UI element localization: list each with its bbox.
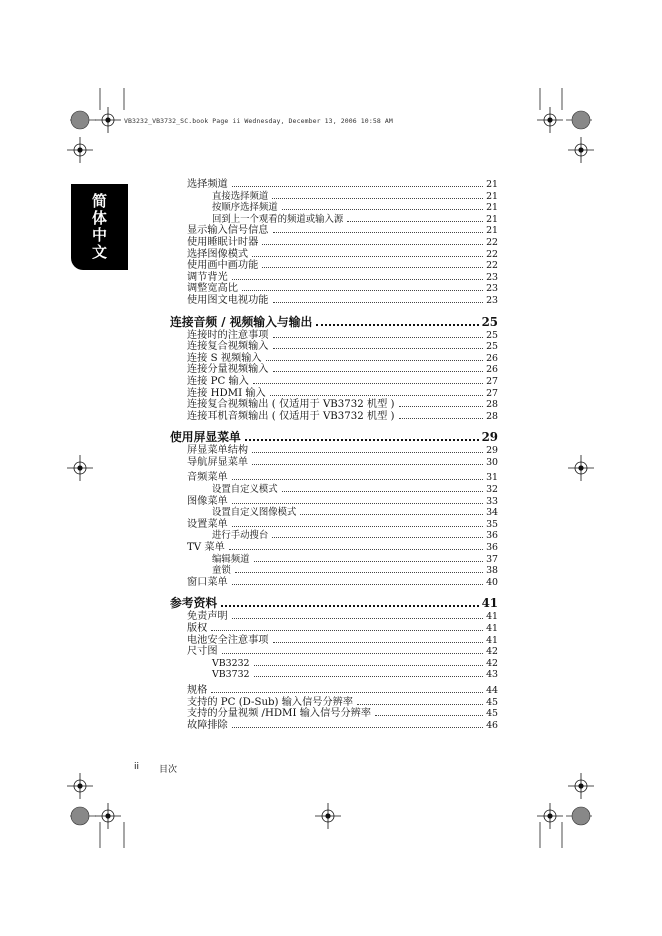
toc-entry-title: 设置菜单 bbox=[187, 518, 228, 530]
toc-entry-title: 窗口菜单 bbox=[187, 576, 228, 588]
toc-entry-page: 23 bbox=[486, 283, 498, 295]
toc-entry-page: 45 bbox=[486, 708, 498, 720]
toc-entry-page: 26 bbox=[486, 352, 498, 364]
toc-entry-title: 故障排除 bbox=[187, 719, 228, 731]
toc-entry-title: 连接 S 视频输入 bbox=[187, 352, 262, 364]
toc-entry-page: 27 bbox=[486, 375, 498, 387]
language-tab-label: 简体中文 bbox=[90, 193, 108, 261]
toc-entry-title: 尺寸图 bbox=[187, 646, 218, 658]
toc-entry-title: 直接选择频道 bbox=[212, 190, 269, 202]
toc-entry-title: 连接复合视频输出 ( 仅适用于 VB3732 机型 ) bbox=[187, 399, 395, 411]
toc-entry-page: 41 bbox=[481, 596, 498, 611]
toc-entry-title: 选择图像模式 bbox=[187, 248, 249, 260]
print-header: VB3232_VB3732_SC.book Page ii Wednesday, December 13, 2006 10:58 AM bbox=[124, 117, 393, 125]
crosshair-mark bbox=[568, 137, 594, 163]
toc-entry-page: 25 bbox=[486, 341, 498, 353]
crosshair-mark bbox=[537, 803, 563, 829]
toc-entry-page: 25 bbox=[486, 329, 498, 341]
toc-entry-page: 44 bbox=[486, 684, 498, 696]
toc-entry-title: 连接分量视频输入 bbox=[187, 364, 269, 376]
toc-entry-title: 版权 bbox=[187, 623, 208, 634]
toc-entry-page: 21 bbox=[486, 179, 498, 190]
toc-entry-title: 规格 bbox=[187, 684, 208, 696]
toc-entry-page: 46 bbox=[486, 719, 498, 731]
crosshair-mark bbox=[568, 455, 594, 481]
crosshair-mark bbox=[67, 137, 93, 163]
toc-entry-page: 37 bbox=[486, 553, 498, 565]
toc-entry-title: 支持的分量视频 /HDMI 输入信号分辨率 bbox=[187, 708, 372, 720]
footer-section-label: 目次 bbox=[159, 765, 178, 775]
toc-entry-title: 使用图文电视功能 bbox=[187, 294, 269, 306]
toc-entry-page: 23 bbox=[486, 294, 498, 306]
toc-entry-page: 29 bbox=[481, 430, 498, 445]
toc-entry-title: 使用睡眠计时器 bbox=[187, 236, 259, 248]
crosshair-mark bbox=[95, 803, 121, 829]
toc-entry-title: 童锁 bbox=[212, 565, 231, 577]
toc-entry-title: 参考资料 bbox=[170, 596, 218, 611]
toc-entry-page: 41 bbox=[486, 634, 498, 646]
footer-page-number: ii bbox=[134, 762, 140, 772]
toc-entry-page: 29 bbox=[486, 445, 498, 457]
toc-entry-title: 使用屏显菜单 bbox=[170, 430, 241, 445]
toc-entry-page: 42 bbox=[486, 646, 498, 658]
crosshair-mark bbox=[568, 773, 594, 799]
toc-entry-title: 回到上一个观看的频道或输入源 bbox=[212, 213, 344, 225]
toc-entry-title: 免责声明 bbox=[187, 611, 228, 623]
toc-entry-page: 32 bbox=[486, 484, 498, 496]
toc-entry-page: 43 bbox=[486, 669, 498, 681]
toc-entry-page: 38 bbox=[486, 565, 498, 577]
toc-entry-page: 25 bbox=[481, 314, 498, 329]
toc-entry-page: 21 bbox=[486, 213, 498, 225]
toc-entry-page: 36 bbox=[486, 530, 498, 542]
toc-entry-title: 屏显菜单结构 bbox=[187, 445, 249, 457]
toc-entry-title: 导航屏显菜单 bbox=[187, 456, 249, 468]
crosshair-mark bbox=[67, 455, 93, 481]
toc-entry-title: 连接耳机音频输出 ( 仅适用于 VB3732 机型 ) bbox=[187, 410, 395, 422]
toc-entry-page: 27 bbox=[486, 387, 498, 399]
crosshair-mark bbox=[315, 803, 341, 829]
toc-entry-page: 22 bbox=[486, 236, 498, 248]
toc-entry-page: 41 bbox=[486, 623, 498, 634]
toc-entry-page: 31 bbox=[486, 472, 498, 484]
toc-entry-title: 按顺序选择频道 bbox=[212, 202, 278, 214]
registration-dot bbox=[71, 807, 89, 825]
toc-entry-page: 35 bbox=[486, 518, 498, 530]
toc-entry-page: 21 bbox=[486, 225, 498, 237]
registration-dot bbox=[71, 111, 89, 129]
toc-entry-page: 30 bbox=[486, 456, 498, 468]
registration-dot bbox=[572, 111, 590, 129]
toc-entry-title: 显示输入信号信息 bbox=[187, 225, 269, 237]
toc-entry-title: 音频菜单 bbox=[187, 472, 228, 484]
toc-entry-page: 22 bbox=[486, 260, 498, 272]
toc-entry-page: 41 bbox=[486, 611, 498, 623]
toc-entry-title: 进行手动搜台 bbox=[212, 530, 269, 542]
toc-entry-page: 22 bbox=[486, 248, 498, 260]
toc-entry-title: 选择频道 bbox=[187, 179, 228, 190]
toc-entry-title: 调节背光 bbox=[187, 271, 228, 283]
toc-entry-page: 21 bbox=[486, 190, 498, 202]
toc-entry-title: 图像菜单 bbox=[187, 495, 228, 507]
toc-entry-page: 33 bbox=[486, 495, 498, 507]
registration-dot bbox=[572, 807, 590, 825]
crosshair-mark bbox=[95, 107, 121, 133]
toc-entry-page: 45 bbox=[486, 696, 498, 708]
toc-entry-page: 23 bbox=[486, 271, 498, 283]
toc-entry-title: 编辑频道 bbox=[212, 553, 250, 565]
crosshair-mark bbox=[537, 107, 563, 133]
toc-entry-title: 调整宽高比 bbox=[187, 283, 238, 295]
toc-entry-title: 连接 PC 输入 bbox=[187, 375, 249, 387]
toc-entry-page: 21 bbox=[486, 202, 498, 214]
toc-entry-title: 设置自定义模式 bbox=[212, 484, 278, 496]
toc-entry-page: 34 bbox=[486, 507, 498, 519]
toc-entry-title: 连接复合视频输入 bbox=[187, 341, 269, 353]
toc-entry-page: 26 bbox=[486, 364, 498, 376]
toc-entry-title: 连接音频 / 视频输入与输出 bbox=[170, 314, 313, 329]
toc-entry-title: 支持的 PC (D-Sub) 输入信号分辨率 bbox=[187, 696, 354, 708]
toc-entry-title: VB3732 bbox=[212, 669, 250, 681]
toc-entry-title: 使用画中画功能 bbox=[187, 260, 259, 272]
toc-entry-page: 28 bbox=[486, 399, 498, 411]
toc-entry-title: TV 菜单 bbox=[187, 542, 225, 554]
toc-entry-title: 连接 HDMI 输入 bbox=[187, 387, 266, 399]
toc-entry-page: 42 bbox=[486, 657, 498, 669]
toc-entry-page: 36 bbox=[486, 542, 498, 554]
toc-entry-title: 连接时的注意事项 bbox=[187, 329, 269, 341]
toc-entry-page: 28 bbox=[486, 410, 498, 422]
toc-entry-page: 40 bbox=[486, 576, 498, 588]
toc-entry-title: 设置自定义图像模式 bbox=[212, 507, 297, 519]
toc-entry-title: 电池安全注意事项 bbox=[187, 634, 269, 646]
crosshair-mark bbox=[67, 773, 93, 799]
toc-entry-title: VB3232 bbox=[212, 657, 250, 669]
